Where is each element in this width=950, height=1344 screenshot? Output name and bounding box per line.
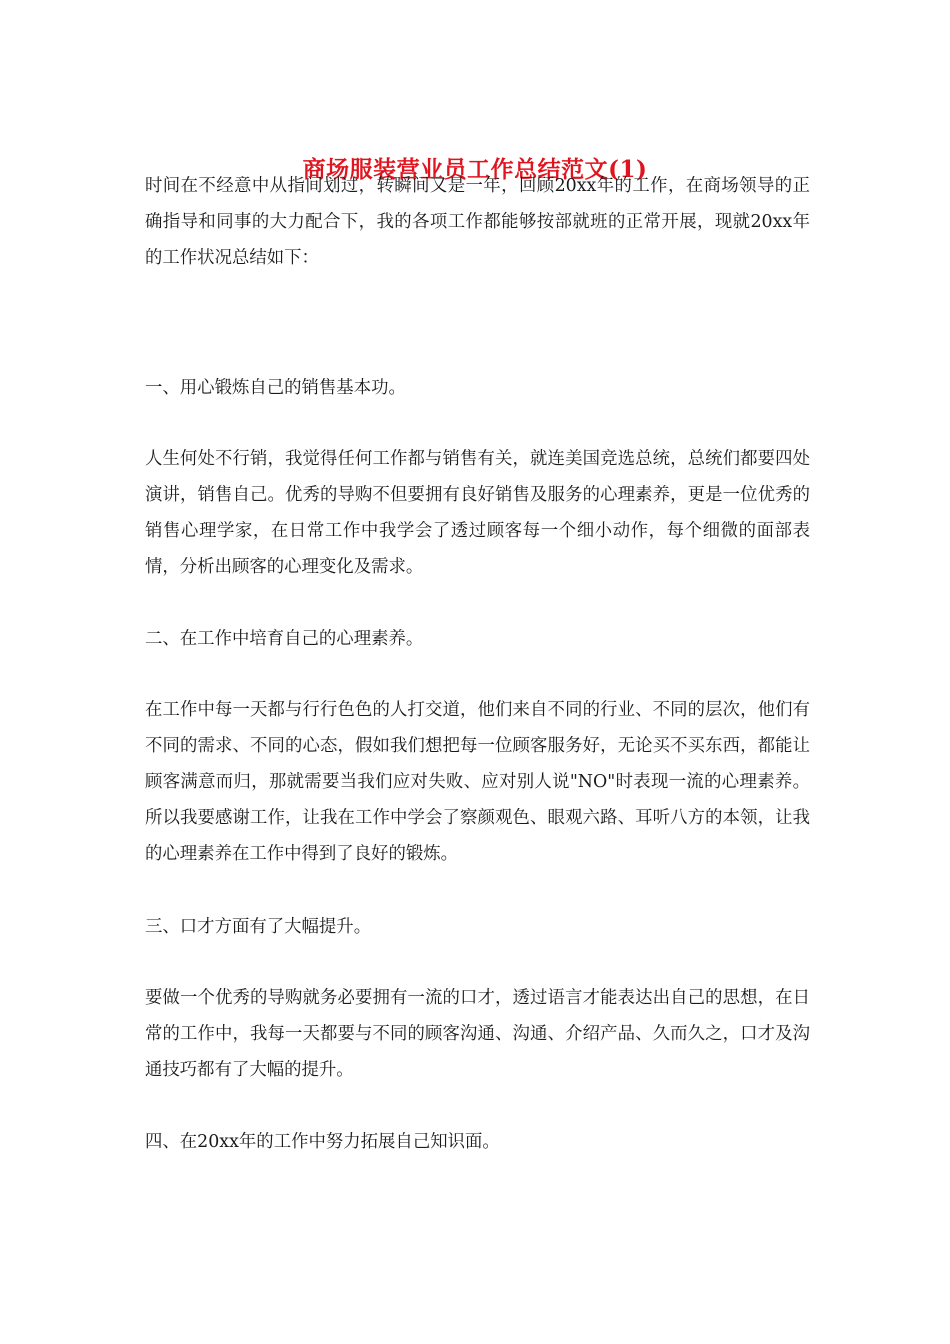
- intro-paragraph: 时间在不经意中从指间划过，转瞬间又是一年，回顾20xx年的工作，在商场领导的正确指导和同事的大力配合下，我的各项工作都能够按部就班的正常开展，现就20xx年的工作状况总结如下：: [145, 176, 810, 268]
- section-heading-4: 四、在20xx年的工作中努力拓展自己知识面。: [145, 1132, 500, 1152]
- section-heading-1: 一、用心锻炼自己的销售基本功。: [145, 378, 406, 398]
- section-body-1: 人生何处不行销，我觉得任何工作都与销售有关，就连美国竞选总统，总统们都要四处演讲，销售自己。优秀的导购不但要拥有良好销售及服务的心理素养，更是一位优秀的销售心理学家，在日常工作中我学会了透过顾客每一个细小动作，每个细微的面部表情，分析出顾客的心理变化及需求。: [145, 449, 810, 577]
- section-heading-2: 二、在工作中培育自己的心理素养。: [145, 629, 424, 649]
- section-body-3: 要做一个优秀的导购就务必要拥有一流的口才，透过语言才能表达出自己的思想，在日常的工作中，我每一天都要与不同的顾客沟通、沟通、介绍产品、久而久之，口才及沟通技巧都有了大幅的提升。: [145, 988, 810, 1080]
- section-body-2: 在工作中每一天都与行行色色的人打交道，他们来自不同的行业、不同的层次，他们有不同的需求、不同的心态，假如我们想把每一位顾客服务好，无论买不买东西，都能让顾客满意而归，那就需要当我们应对失败、应对别人说"NO"时表现一流的心理素养。所以我要感谢工作，让我在工作中学会了察颜观色、眼观六路、耳听八方的本领，让我的心理素养在工作中得到了良好的锻炼。: [145, 700, 810, 864]
- document-title: 商场服装营业员工作总结范文(1): [302, 156, 648, 183]
- section-heading-3: 三、口才方面有了大幅提升。: [145, 917, 372, 937]
